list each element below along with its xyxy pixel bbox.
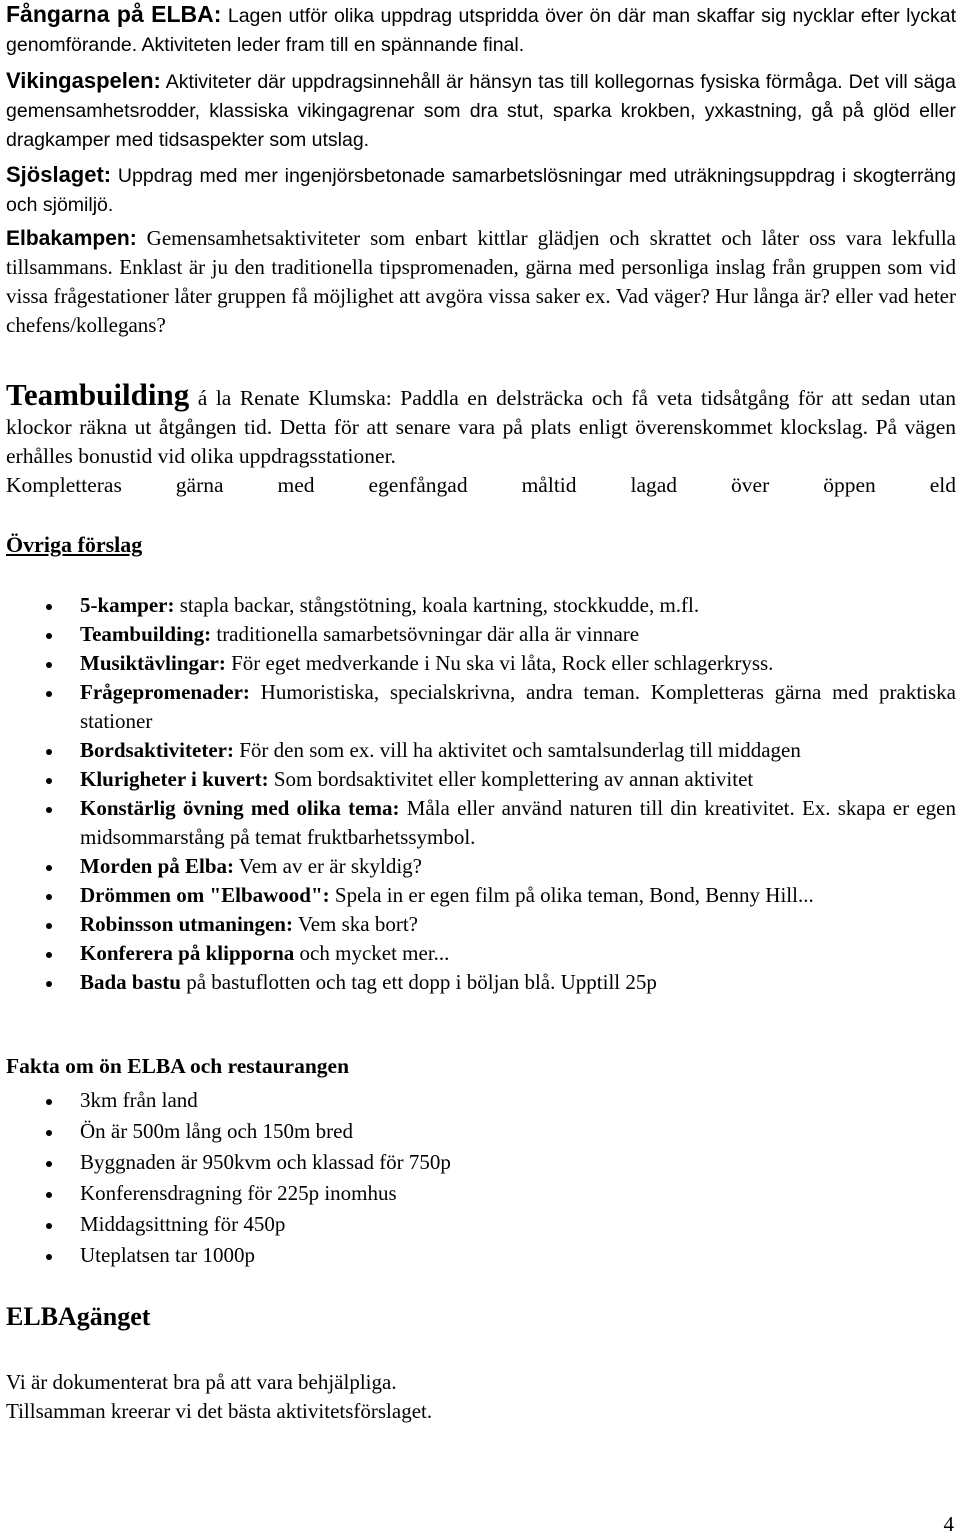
list-item xyxy=(6,794,956,852)
vikingaspelen-text: Aktiviteter där uppdragsinnehåll är hänsyn tas till kollegornas fysiska förmåga. Det vill säga gemensamhetsrodder, klassiska vikingagrenar som dra stut, sparka krokben, yxkastning, gå på glöd eller dragkamper med tidsaspekter som utslag. xyxy=(6,71,956,151)
closing-line-2: Tillsamman kreerar vi det bästa aktivitetsförslaget. xyxy=(6,1399,433,1423)
list-item-label: Morden på Elba: xyxy=(80,854,235,878)
list-item xyxy=(6,678,956,736)
elbakampen-text: Gemensamhetsaktiviteter som enbart kittlar glädjen och skrattet och låter oss vara lekfulla tillsammans. Enklast är ju den traditionella tipspromenaden, gärna med personliga inslag från gruppen som vid vissa frågestationer låter gruppen få möjlighet att avgöra vissa saker ex. Vad väger? Hur långa är? eller vad heter chefens/kollegans? xyxy=(6,226,956,337)
list-item xyxy=(6,765,956,794)
teambuilding-last-line: Kompletteras gärna med egenfångad måltid lagad över öppen eld xyxy=(6,473,956,497)
section-teambuilding xyxy=(6,377,956,500)
bullet-icon xyxy=(46,1223,52,1229)
list-item-label: Bada bastu xyxy=(80,970,181,994)
fakta-item-text: 3km från land xyxy=(80,1088,198,1112)
list-item-label: 5-kamper: xyxy=(80,593,175,617)
list-item-text: traditionella samarbetsövningar där alla är vinnare xyxy=(211,622,640,646)
fakta-item xyxy=(6,1116,956,1147)
list-item-text: För den som ex. vill ha aktivitet och samtalsunderlag till middagen xyxy=(233,738,801,762)
list-item xyxy=(6,881,956,910)
list-item-text: stapla backar, stångstötning, koala kartning, stockkudde, m.fl. xyxy=(174,593,700,617)
section-fangarna xyxy=(6,0,956,60)
section-elbakampen xyxy=(6,224,956,340)
bullet-icon xyxy=(46,952,52,958)
ovriga-list xyxy=(6,591,956,997)
bullet-icon xyxy=(46,662,52,668)
list-item-label: Konferera på klipporna xyxy=(80,941,295,965)
bullet-icon xyxy=(46,981,52,987)
fakta-heading: Fakta om ön ELBA och restaurangen xyxy=(6,1054,350,1078)
list-item xyxy=(6,591,956,620)
closing-text xyxy=(6,1368,432,1426)
ovriga-heading: Övriga förslag xyxy=(6,532,143,557)
teambuilding-paragraph xyxy=(6,377,956,471)
bullet-icon xyxy=(46,749,52,755)
fakta-item-text: Middagsittning för 450p xyxy=(80,1212,286,1236)
fakta-item-text: Uteplatsen tar 1000p xyxy=(80,1243,255,1267)
fakta-item xyxy=(6,1147,956,1178)
list-item-text: För eget medverkande i Nu ska vi låta, Rock eller schlagerkryss. xyxy=(225,651,774,675)
list-item-label: Musiktävlingar: xyxy=(80,651,226,675)
list-item-label: Teambuilding: xyxy=(80,622,212,646)
bullet-icon xyxy=(46,1099,52,1105)
list-item-text: Humoristiska, specialskrivna, andra teman. Kompletteras gärna med praktiska stationer xyxy=(80,680,956,733)
fangarna-text: Lagen utför olika uppdrag utspridda över ön där man skaffar sig nycklar efter lyckat genomförande. Aktiviteten leder fram till en spännande final. xyxy=(6,5,956,56)
list-item xyxy=(6,910,956,939)
list-item-text: Spela in er egen film på olika teman, Bond, Benny Hill... xyxy=(329,883,814,907)
bullet-icon xyxy=(46,865,52,871)
list-item-text: Vem av er är skyldig? xyxy=(234,854,422,878)
bullet-icon xyxy=(46,923,52,929)
fakta-item-text: Byggnaden är 950kvm och klassad för 750p xyxy=(80,1150,451,1174)
teambuilding-title: Teambuilding xyxy=(6,377,190,412)
bullet-icon xyxy=(46,1192,52,1198)
list-item-text: Som bordsaktivitet eller komplettering av annan aktivitet xyxy=(268,767,754,791)
list-item-label: Frågepromenader: xyxy=(80,680,250,704)
list-item-label: Robinsson utmaningen: xyxy=(80,912,293,936)
bullet-icon xyxy=(46,691,52,697)
list-item-label: Konstärlig övning med olika tema: xyxy=(80,796,400,820)
sjoslaget-title: Sjöslaget: xyxy=(6,162,112,187)
elbaganget-heading: ELBAgänget xyxy=(6,1302,151,1331)
section-vikingaspelen xyxy=(6,66,956,155)
list-item xyxy=(6,939,956,968)
sjoslaget-text: Uppdrag med mer ingenjörsbetonade samarbetslösningar med uträkningsuppdrag i skogterräng och sjömiljö. xyxy=(6,165,956,216)
list-item xyxy=(6,852,956,881)
list-item xyxy=(6,736,956,765)
list-item-label: Drömmen om "Elbawood": xyxy=(80,883,330,907)
list-item-label: Klurigheter i kuvert: xyxy=(80,767,269,791)
section-sjoslaget xyxy=(6,160,956,220)
vikingaspelen-title: Vikingaspelen: xyxy=(6,68,161,93)
teambuilding-text: á la Renate Klumska: Paddla en delsträcka och få veta tidsåtgång för att sedan utan klockor räkna ut åtgången tid. Detta för att senare vara på plats enligt överenskommet klockslag. På vägen erhålles bonustid vid olika uppdragsstationer. xyxy=(6,386,956,468)
bullet-icon xyxy=(46,1130,52,1136)
bullet-icon xyxy=(46,604,52,610)
bullet-icon xyxy=(46,807,52,813)
closing-line-1: Vi är dokumenterat bra på att vara behjälpliga. xyxy=(6,1370,397,1394)
list-item-label: Bordsaktiviteter: xyxy=(80,738,234,762)
fakta-item xyxy=(6,1240,956,1271)
bullet-icon xyxy=(46,1161,52,1167)
list-item-text: Måla eller använd naturen till din kreativitet. Ex. skapa er egen midsommarstång på temat fruktbarhetssymbol. xyxy=(80,796,956,849)
bullet-icon xyxy=(46,894,52,900)
elbakampen-title: Elbakampen: xyxy=(6,227,137,250)
list-item-text: Vem ska bort? xyxy=(292,912,418,936)
fakta-item-text: Konferensdragning för 225p inomhus xyxy=(80,1181,397,1205)
list-item-text: och mycket mer... xyxy=(294,941,450,965)
fakta-item xyxy=(6,1178,956,1209)
bullet-icon xyxy=(46,778,52,784)
fakta-item-text: Ön är 500m lång och 150m bred xyxy=(80,1119,353,1143)
list-item xyxy=(6,649,956,678)
page-number: 4 xyxy=(943,1512,954,1536)
bullet-icon xyxy=(46,1254,52,1260)
fakta-item xyxy=(6,1085,956,1116)
fakta-list xyxy=(6,1085,956,1271)
list-item-text: på bastuflotten och tag ett dopp i böljan blå. Upptill 25p xyxy=(180,970,657,994)
bullet-icon xyxy=(46,633,52,639)
list-item xyxy=(6,620,956,649)
fangarna-title: Fångarna på ELBA: xyxy=(6,1,222,27)
fakta-item xyxy=(6,1209,956,1240)
list-item xyxy=(6,968,956,997)
